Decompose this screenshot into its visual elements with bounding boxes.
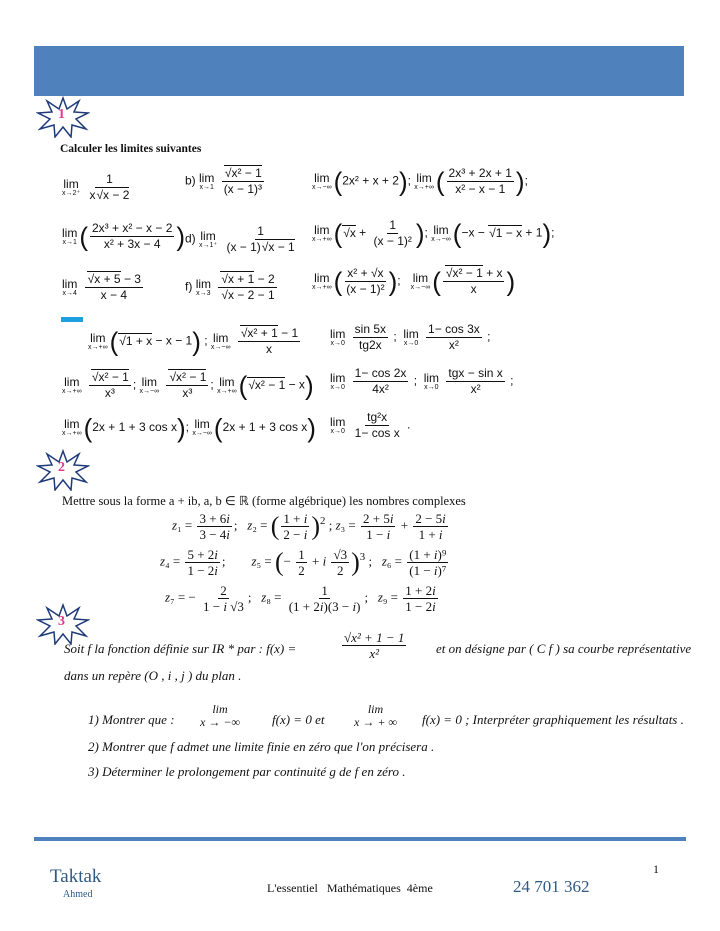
phone-number: 24 701 362 — [513, 877, 590, 896]
complex-row-2: z₄ = $\frac{5 + 2i}{1 - 2i}$ ; z₅ = (− $\frac{1}{2}$ + i $\frac{√3}{2}$ )$^3$ ; z₆ = $\frac{\text{(1 + i)⁹}}{\text{(1 − i)⁷}}$ — [160, 547, 447, 578]
header-serie: Série $n^o$ 1 — [258, 10, 351, 36]
badge-number: 2 — [58, 460, 65, 475]
badge-number: 3 — [58, 614, 65, 629]
limit-row6-right: lim x→0 $\frac{\text{tg²x}}{\text{1− cos x}}$ . — [330, 410, 411, 440]
exercise-2-badge — [36, 449, 90, 491]
question-2: 2) Montrer que f admet une limite finie en zéro que l'on précisera . — [88, 739, 435, 754]
question-1-end: f(x) = 0 ; Interpréter graphiquement les résultats . — [422, 712, 684, 727]
limit-b: b) lim x→1 $\frac{\text{√x² − 1}}{\text{(x − 1)³}}$ — [185, 166, 263, 196]
exercise-3-intro-2: et on désigne par ( C f ) sa courbe représentative — [436, 641, 692, 656]
limit-row5-left: lim x→+∞ $\frac{\text{√x² − 1}}{\text{x³}}$ ; lim x→−∞ $\frac{\text{√x² − 1}}{\text{x³}}$ ; lim x→+∞ (√x² − 1 − x) — [62, 370, 314, 401]
limit-row6-left: lim x→+∞ (2x + 1 + 3 cos x); lim x→−∞ (2x + 1 + 3 cos x) — [62, 413, 316, 443]
limit-row3-right: lim x→+∞ ( $\frac{\text{x² + √x}}{\text{(x − 1)²}}$ ); lim x→−∞ ( $\frac{\text{√x² − 1 + x}}{x}$ ) — [312, 266, 516, 297]
question-1-limit-left: lim x → −∞ — [200, 702, 240, 729]
exercise-1-instruction: Calculer les limites suivantes — [60, 143, 202, 155]
question-1-limit-right: lim x → + ∞ — [354, 702, 397, 729]
question-1: 1) Montrer que : — [88, 712, 175, 727]
header-bar — [34, 46, 684, 96]
badge-number: 1 — [58, 107, 65, 122]
complex-row-3: z₇ = − $\frac{2}{1 - i √3}$ ; z₈ = $\frac{1}{(1 + 2i)(3 - i)}$ ; z₉ = $\frac{1 + 2i}{1 - 2i}$ — [165, 583, 436, 614]
footer-divider — [34, 837, 686, 841]
author-last-name: Ahmed — [63, 889, 93, 900]
exercise-3-badge — [36, 603, 90, 645]
exercise-3-intro-1: Soit f la fonction définie sur IR * par : f(x) = — [64, 641, 297, 656]
limit-a: lim x→2⁺ $\frac{1}{x√x - 2}$ — [62, 172, 130, 202]
question-1-mid: f(x) = 0 et — [272, 712, 325, 727]
limit-row2-right: lim x→+∞ (√x + $\frac{1}{\text{(x − 1)²}}$ ); lim x→−∞ (−x − √1 − x + 1); — [312, 218, 555, 249]
blue-marker — [61, 317, 83, 322]
limit-e: lim x→4 $\frac{√x + 5 - 3}{x - 4}$ — [62, 272, 141, 302]
limit-row4-right: lim x→0 $\frac{\sin 5x}{tg2x}$ ; lim x→0 $\frac{1- \cos 3x}{\text{x²}}$ ; — [330, 322, 491, 352]
book-title: L'essentiel Mathématiques 4ème — [267, 881, 433, 895]
header-level: 4ème — [66, 10, 100, 36]
header-topic: Limites-Complexes — [474, 10, 664, 35]
question-3: 3) Déterminer le prolongement par continuité g de f en zéro . — [88, 764, 406, 779]
exercise-3-fx: $\frac{\text{√x² + 1 − 1}}{\text{x²}}$ — [344, 630, 405, 661]
limit-row5-right: lim x→0 $\frac{1- \cos 2x}{\text{4x²}}$ ; lim x→0 $\frac{\text{tgx − sin x}}{\text{x²}}$ ; — [330, 366, 514, 396]
page-number: 1 — [653, 862, 659, 876]
limit-c: lim x→1 ( $\frac{\text{2x³ + x² − x − 2}}{\text{x² + 3x − 4}}$ ) — [62, 221, 186, 252]
limit-row1-right: lim x→−∞ (2x² + x + 2); lim x→+∞ ( $\frac{\text{2x³ + 2x + 1}}{\text{x² − x − 1}}$ ); — [312, 166, 528, 197]
complex-row-1: z₁ = $\frac{3 + 6i}{3 - 4i}$ ; z₂ = ( $\frac{1 + i}{2 - i}$ )$^2$ ; z₃ = $\frac{2 + 5i}{1 - i}$ + $\frac{2 - 5i}{1 + i}$ — [172, 511, 446, 542]
limit-f: f) lim x→3 $\frac{√x + 1 - 2}{√x - 2 - 1}$ — [185, 272, 275, 302]
limit-d: d) lim x→1⁺ $\frac{1}{(x - 1)√x - 1}$ — [185, 224, 295, 254]
limit-row4-left: lim x→+∞ (√1 + x − x − 1) ; lim x→−∞ $\frac{\text{√x² + 1 − 1}}{x}$ — [88, 326, 299, 357]
author-first-name: Taktak — [50, 866, 102, 887]
exercise-2-instruction: Mettre sous la forme a + ib, a, b ∈ ℝ (forme algébrique) les nombres complexes — [62, 494, 466, 508]
exercise-3-intro-3: dans un repère (O , i , j ) du plan . — [64, 668, 242, 683]
exercise-1-badge — [36, 96, 90, 138]
